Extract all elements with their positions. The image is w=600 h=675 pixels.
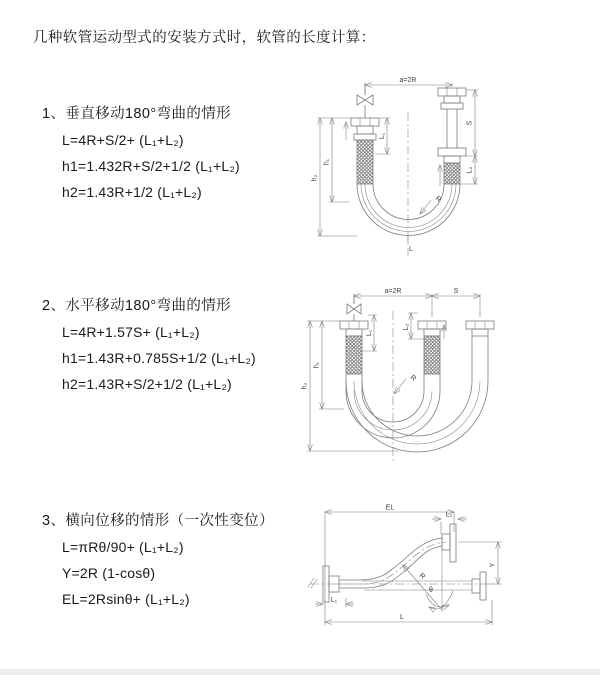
hose-centerline bbox=[336, 542, 446, 584]
hose-wall-moved bbox=[354, 381, 480, 444]
braided-hose bbox=[346, 336, 362, 374]
hose-wall bbox=[361, 184, 456, 232]
fitting-neck bbox=[444, 156, 460, 163]
hose-top-wall bbox=[339, 538, 442, 580]
dim-label-l2: L₂ bbox=[466, 166, 474, 174]
braided-hose bbox=[357, 140, 373, 184]
section-1-heading: 1、垂直移动180°弯曲的情形 bbox=[42, 106, 232, 122]
dim-label-l1: L₁ bbox=[379, 132, 386, 140]
dim-label-s: S bbox=[466, 120, 474, 126]
fitting-neck bbox=[424, 329, 440, 336]
formula-line: L=πRθ/90+ (L₁+L₂) bbox=[62, 539, 184, 555]
radius-leader bbox=[394, 379, 406, 394]
fitting-neck bbox=[346, 329, 362, 336]
page-bottom-edge bbox=[0, 669, 600, 675]
hose-wall bbox=[365, 184, 452, 228]
dim-label-l1: L₁ bbox=[366, 329, 373, 337]
flange bbox=[438, 148, 466, 156]
flange bbox=[438, 88, 466, 96]
hose-bottom-wall bbox=[339, 546, 442, 588]
dim-label-h1: h₁ bbox=[323, 158, 331, 166]
extension-lines bbox=[354, 294, 480, 317]
braided-hose bbox=[444, 163, 460, 184]
flange-detail bbox=[447, 88, 457, 96]
break-mark bbox=[308, 578, 317, 588]
pipe bbox=[472, 336, 488, 381]
dim-label-l: L bbox=[400, 614, 404, 621]
extension-lines bbox=[365, 83, 452, 92]
diagram-lateral-displacement bbox=[302, 500, 572, 638]
formula-line: L=4R+S/2+ (L₁+L₂) bbox=[62, 132, 184, 148]
dim-label-a2r: a=2R bbox=[384, 288, 402, 295]
flange-detail bbox=[475, 321, 485, 329]
dim-label-l1: L₁ bbox=[330, 597, 338, 604]
diagram-vertical-180-bend-svg bbox=[300, 70, 540, 262]
dim-label-s: S bbox=[453, 288, 459, 295]
section-lateral-displacement bbox=[42, 513, 274, 617]
dim-label-r: R bbox=[408, 374, 418, 383]
section-vertical-movement bbox=[42, 106, 240, 210]
hose-outer-wall-moved bbox=[346, 381, 488, 452]
dim-label-y: Y bbox=[489, 562, 497, 568]
dim-label-h2: h₂ bbox=[301, 382, 309, 390]
flange bbox=[480, 572, 486, 600]
section-3-heading: 3、横向位移的情形（一次性变位） bbox=[42, 513, 274, 529]
flange bbox=[418, 321, 446, 329]
dim-label-r: R bbox=[433, 195, 443, 204]
flange bbox=[466, 321, 494, 329]
diagram-lateral-displacement-svg bbox=[302, 500, 572, 638]
fitting-neck bbox=[357, 126, 373, 134]
formula-line: h1=1.432R+S/2+1/2 (L₁+L₂) bbox=[62, 158, 240, 174]
formula-line: h1=1.43R+0.785S+1/2 (L₁+L₂) bbox=[62, 350, 256, 366]
flange bbox=[351, 118, 379, 126]
section-horizontal-movement bbox=[42, 298, 256, 402]
dim-label-h2: h₂ bbox=[311, 174, 319, 182]
dim-label-l2: L₂ bbox=[403, 323, 410, 331]
extension-lines bbox=[317, 118, 357, 236]
page-title: 几种软管运动型式的安装方式时，软管的长度计算： bbox=[33, 30, 376, 46]
extension-lines bbox=[325, 512, 454, 625]
pipe bbox=[447, 109, 457, 148]
formula-line: Y=2R (1-cosθ) bbox=[62, 565, 156, 581]
flange bbox=[450, 524, 456, 562]
flange-detail bbox=[349, 321, 359, 329]
dim-label-h1: h₁ bbox=[313, 361, 321, 369]
pipe-original-position bbox=[362, 581, 472, 590]
flange-detail bbox=[360, 118, 370, 126]
fitting-neck bbox=[472, 329, 488, 336]
diagram-horizontal-180-bend-svg bbox=[298, 281, 553, 466]
braided-hose bbox=[424, 336, 440, 374]
hose-inner-wall bbox=[373, 184, 444, 219]
valve-icon bbox=[347, 304, 361, 314]
valve-icon bbox=[357, 95, 373, 105]
diagram-vertical-180-bend bbox=[300, 70, 540, 262]
fitting-neck bbox=[472, 579, 480, 593]
radius-leader bbox=[420, 200, 431, 214]
formula-line: h2=1.43R+S/2+1/2 (L₁+L₂) bbox=[62, 376, 232, 392]
fitting-collar bbox=[441, 103, 463, 109]
fitting-neck bbox=[444, 96, 460, 103]
flange bbox=[340, 321, 368, 329]
fitting-collar bbox=[354, 134, 376, 140]
dim-label-l2: L₂ bbox=[445, 511, 453, 519]
dim-label-l: L bbox=[409, 246, 413, 253]
section-2-heading: 2、水平移动180°弯曲的情形 bbox=[42, 298, 232, 314]
dim-label-a2r: a=2R bbox=[399, 77, 417, 84]
dim-label-el: EL bbox=[385, 504, 395, 512]
formula-line: h2=1.43R+1/2 (L₁+L₂) bbox=[62, 184, 202, 200]
formula-line: EL=2Rsinθ+ (L₁+L₂) bbox=[62, 591, 190, 607]
dim-label-r: R bbox=[417, 572, 427, 581]
hose-inner-wall-moved bbox=[362, 381, 472, 436]
dim-label-theta: θ bbox=[429, 587, 433, 594]
flange-detail bbox=[427, 321, 437, 329]
formula-line: L=4R+1.57S+ (L₁+L₂) bbox=[62, 324, 200, 340]
diagram-horizontal-180-bend bbox=[298, 281, 553, 466]
extension-lines bbox=[408, 313, 424, 339]
